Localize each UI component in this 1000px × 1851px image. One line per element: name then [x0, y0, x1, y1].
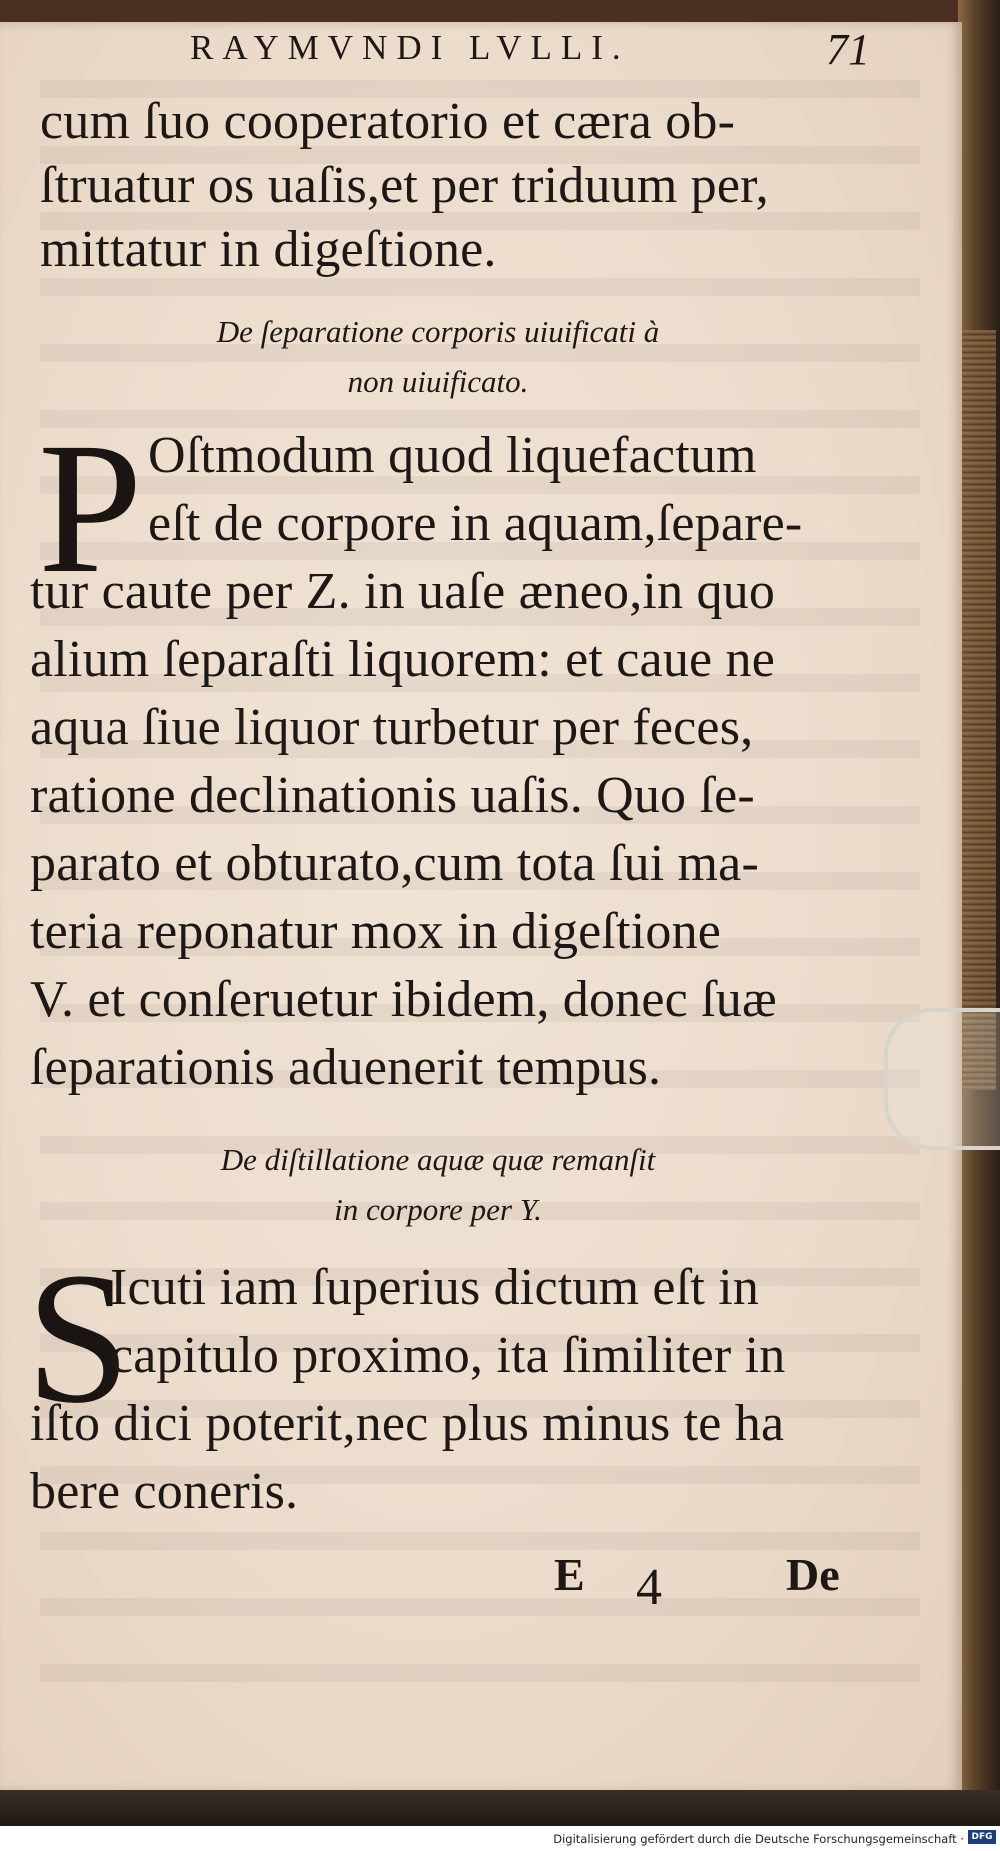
signature-mark: E: [554, 1549, 585, 1600]
text-line: ſtruatur os uaſis,et per triduum per,: [40, 157, 769, 214]
book-cover-texture: [962, 330, 996, 1090]
text-line: ſeparationis aduenerit tempus.: [30, 1039, 662, 1096]
book-top-edge: [0, 0, 960, 24]
page-number: 71: [826, 25, 870, 74]
book-bottom-edge: [0, 1790, 1000, 1826]
section-heading: De ſeparatione corporis uiuificati à: [216, 314, 660, 349]
text-line: alium ſeparaſti liquorem: et caue ne: [30, 631, 776, 688]
text-line: tur caute per Z. in uaſe æneo,in quo: [30, 563, 776, 620]
signature-number: 4: [636, 1559, 662, 1616]
book-page: [0, 22, 962, 1792]
text-line: teria reponatur mox in digeſtione: [30, 903, 722, 960]
text-line: Oſtmodum quod liquefactum: [148, 427, 757, 484]
text-line: capitulo proximo, ita ſimiliter in: [110, 1327, 786, 1384]
page-clip: [884, 1008, 1000, 1150]
text-line: eſt de corpore in aquam,ſepare-: [148, 495, 803, 552]
text-line: bere coneris.: [30, 1463, 299, 1520]
dfg-logo: DFG: [968, 1830, 996, 1844]
text-line: iſto dici poterit,nec plus minus te ha: [30, 1395, 785, 1452]
text-line: parato et obturato,cum tota ſui ma-: [30, 835, 759, 892]
drop-capital: S: [26, 1233, 131, 1442]
credit-text: Digitalisierung gefördert durch die Deutsche Forschungsgemeinschaft ·: [553, 1832, 964, 1846]
section-heading: De diſtillatione aquæ quæ remanſit: [220, 1142, 656, 1177]
section-heading: in corpore per Y.: [334, 1192, 542, 1227]
section-heading: non uiuificato.: [347, 364, 529, 399]
text-line: Icuti iam ſuperius dictum eſt in: [110, 1259, 760, 1316]
text-line: aqua ſiue liquor turbetur per feces,: [30, 699, 754, 756]
text-line: mittatur in digeſtione.: [40, 221, 497, 278]
text-line: V. et conſeruetur ibidem, donec ſuæ: [30, 971, 777, 1028]
running-head: RAYMVNDI LVLLI.: [190, 28, 630, 67]
catchword: De: [786, 1549, 840, 1600]
text-line: cum ſuo cooperatorio et cæra ob-: [40, 93, 736, 150]
drop-capital: P: [38, 403, 143, 612]
text-line: ratione declinationis uaſis. Quo ſe-: [30, 767, 755, 824]
